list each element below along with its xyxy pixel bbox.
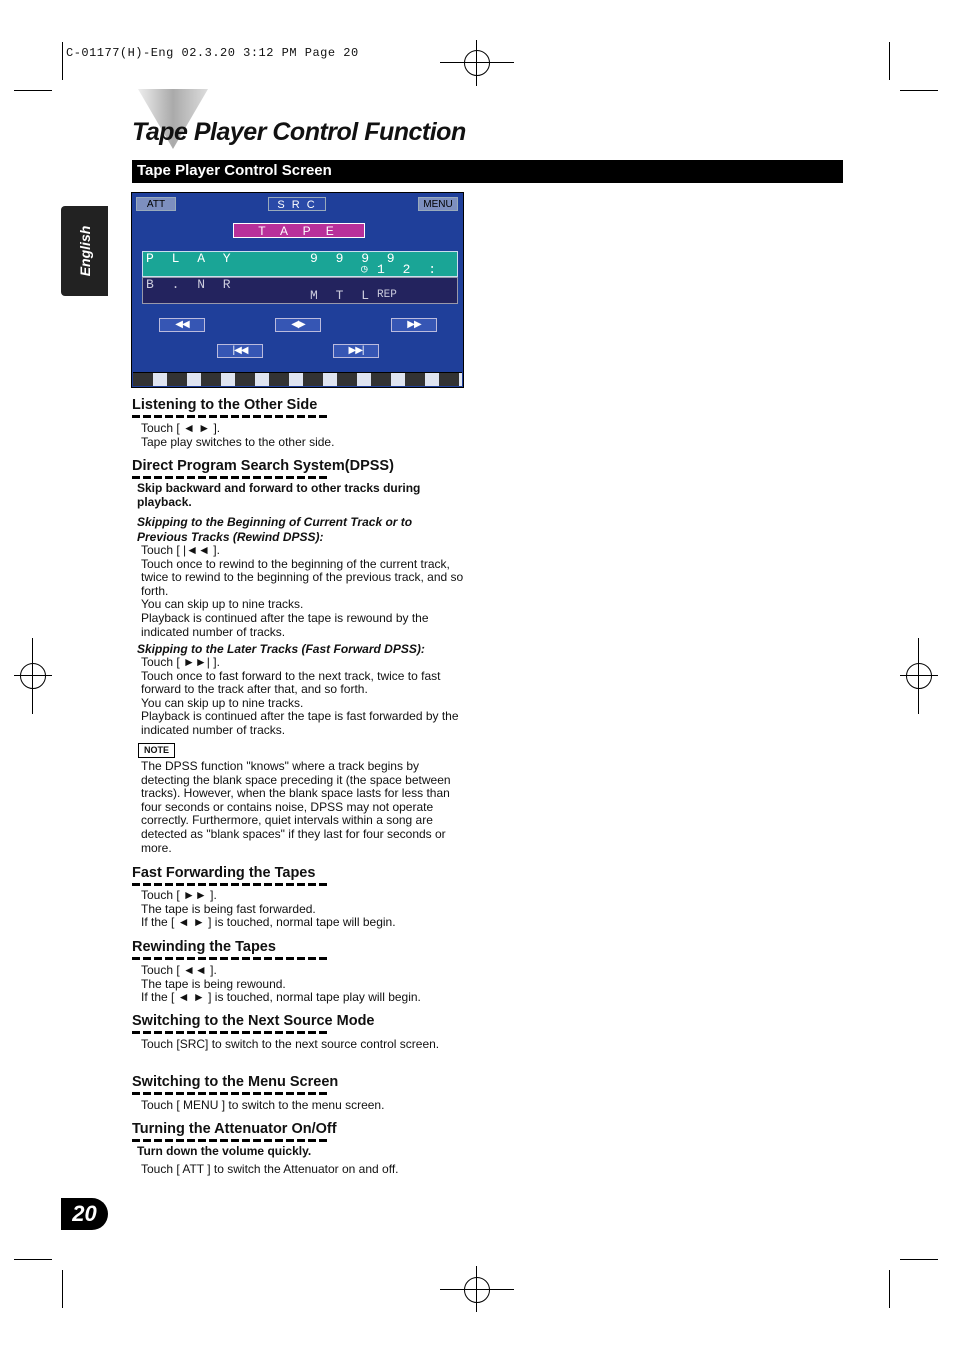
page-title: Tape Player Control Function	[132, 118, 466, 146]
play-status: P L A Y	[146, 251, 236, 266]
fast-forward-button[interactable]: ▶▶	[391, 318, 437, 332]
heading-underline	[132, 883, 329, 886]
language-tab	[61, 206, 108, 296]
dpss-rewind-text: Touch [ |◄◄ ]. Touch once to rewind to the beginning of the current track, twice to rewind to the beginning of the previous track, and so forth. You can skip up to nine tracks. Playback is continued after the tape is rewound by the indicated number of tracks.	[141, 543, 464, 639]
source-text: Touch [SRC] to switch to the next source control screen.	[141, 1037, 440, 1051]
heading-dpss: Direct Program Search System(DPSS)	[132, 458, 394, 474]
heading-rewind: Rewinding the Tapes	[132, 939, 276, 955]
screen-bottom-strip	[133, 372, 462, 386]
rewind-dpss-button[interactable]: |◀◀	[217, 344, 263, 358]
tape-control-screen	[131, 192, 464, 388]
rep-indicator: REP	[377, 289, 397, 301]
clock-icon: ◷	[361, 264, 373, 276]
other-side-line-1: Touch [ ◄ ► ].	[141, 421, 221, 435]
heading-other-side: Listening to the Other Side	[132, 397, 318, 413]
heading-menu: Switching to the Menu Screen	[132, 1074, 339, 1090]
menu-button[interactable]: MENU	[418, 197, 458, 211]
heading-underline	[132, 1139, 329, 1142]
heading-underline	[132, 957, 329, 960]
heading-fast-forward: Fast Forwarding the Tapes	[132, 865, 316, 881]
mtl-indicator: M T L	[310, 288, 375, 303]
clock: 1 2 :	[377, 262, 442, 277]
fast-forward-text: Touch [ ►► ]. The tape is being fast forwarded. If the [ ◄ ► ] is touched, normal tape will begin.	[141, 888, 396, 930]
src-button[interactable]: S R C	[268, 197, 326, 211]
dpss-rewind-heading: Skipping to the Beginning of Current Track or to Previous Tracks (Rewind DPSS):	[137, 515, 413, 544]
tape-counter: 9 9 9 9	[310, 251, 400, 266]
fast-forward-dpss-button[interactable]: ▶▶|	[333, 344, 379, 358]
crop-mark	[14, 1259, 52, 1260]
heading-underline	[132, 1031, 329, 1034]
attenuator-intro: Turn down the volume quickly.	[137, 1144, 312, 1158]
language-tab-label: English	[76, 225, 93, 277]
heading-underline	[132, 1092, 329, 1095]
dpss-intro: Skip backward and forward to other tracks during playback.	[137, 481, 421, 509]
crop-mark	[889, 42, 890, 80]
side-switch-button[interactable]: ◀▶	[275, 318, 321, 332]
note-label: NOTE	[138, 743, 175, 758]
dpss-note-text: The DPSS function "knows" where a track begins by detecting the blank space preceding it (the space between tracks). However, when the blank space lasts for less than four seconds or contains noise, DPSS may not operate correctly. Furthermore, quiet intervals within a song are detected as "blank spaces" if they last for four seconds or more.	[141, 759, 451, 855]
tape-label: T A P E	[233, 223, 365, 238]
heading-underline	[132, 415, 329, 418]
play-status-row	[142, 251, 458, 277]
heading-source: Switching to the Next Source Mode	[132, 1013, 375, 1029]
att-button[interactable]: ATT	[136, 197, 176, 211]
heading-underline	[132, 476, 329, 479]
attenuator-text: Touch [ ATT ] to switch the Attenuator on and off.	[141, 1162, 399, 1176]
menu-text: Touch [ MENU ] to switch to the menu screen.	[141, 1098, 385, 1112]
bnr-indicator: B . N R	[146, 277, 236, 292]
rewind-text: Touch [ ◄◄ ]. The tape is being rewound. If the [ ◄ ► ] is touched, normal tape play will begin.	[141, 963, 421, 1005]
noise-reduction-row	[142, 277, 458, 304]
crop-mark	[14, 90, 52, 91]
crop-mark	[62, 1270, 63, 1308]
other-side-line-2: Tape play switches to the other side.	[141, 435, 335, 449]
crop-mark	[900, 90, 938, 91]
rewind-button[interactable]: ◀◀	[159, 318, 205, 332]
crop-mark	[900, 1259, 938, 1260]
heading-attenuator: Turning the Attenuator On/Off	[132, 1121, 337, 1137]
print-header: C-01177(H)-Eng 02.3.20 3:12 PM Page 20	[66, 46, 359, 60]
page-number: 20	[61, 1198, 108, 1230]
dpss-ff-heading: Skipping to the Later Tracks (Fast Forward DPSS):	[137, 642, 425, 656]
dpss-ff-text: Touch [ ►►| ]. Touch once to fast forward to the next track, twice to fast forward to the track after that, and so forth. You can skip up to nine tracks. Playback is continued after the tape is fast forwarded by the indicated number of tracks.	[141, 655, 459, 737]
crop-mark	[889, 1270, 890, 1308]
crop-mark	[62, 42, 63, 80]
section-bar: Tape Player Control Screen	[132, 160, 843, 183]
